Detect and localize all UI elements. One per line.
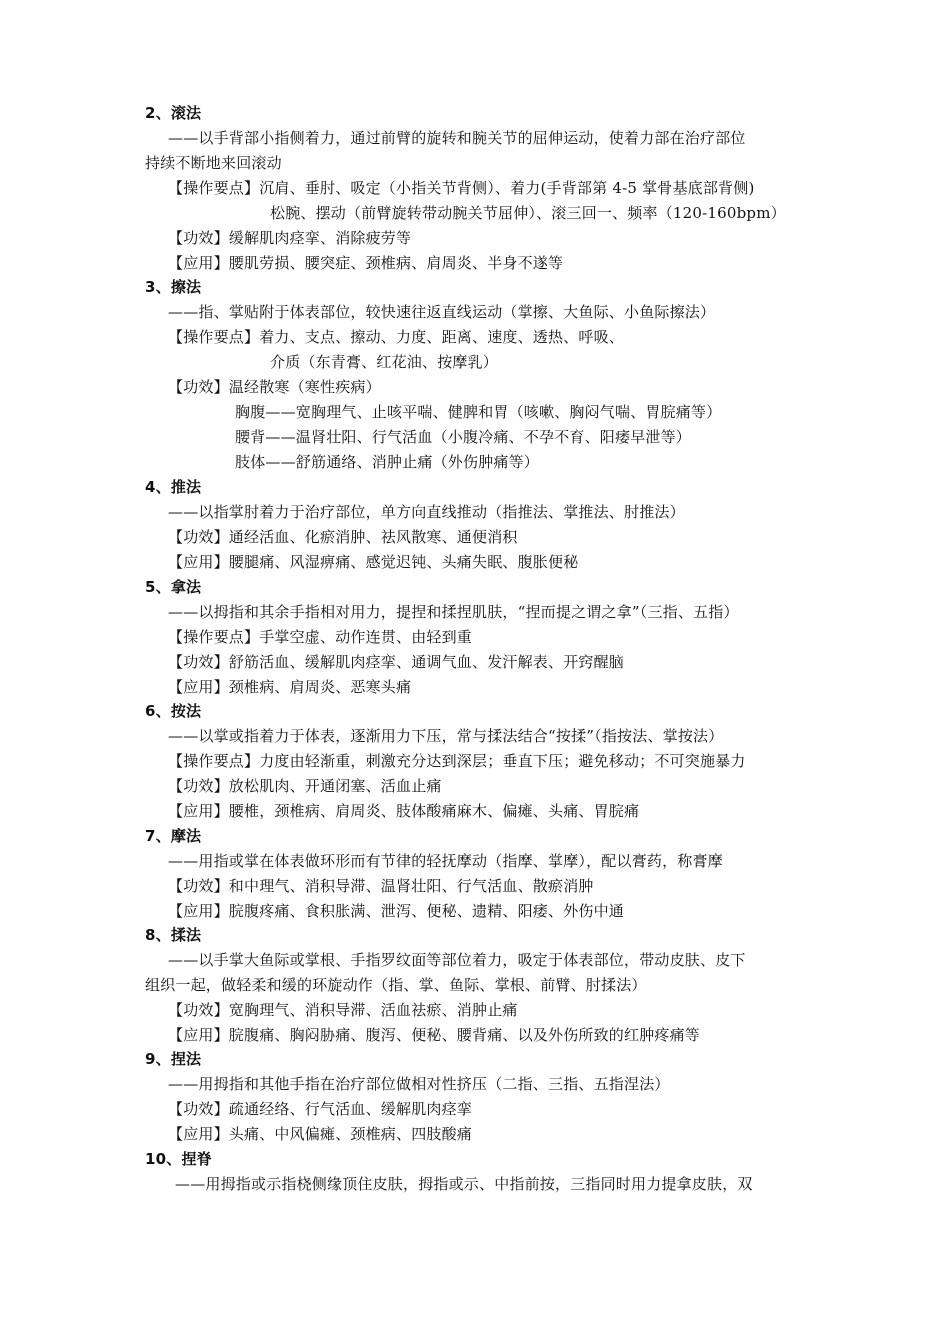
text-line: ——以手背部小指侧着力，通过前臂的旋转和腕关节的屈伸运动，使着力部在治疗部位 xyxy=(168,129,746,147)
section-heading: 3、擦法 xyxy=(145,278,202,296)
text-line: 【操作要点】力度由轻渐重，刺激充分达到深层；垂直下压；避免移动；不可突施暴力 xyxy=(168,752,746,770)
text-line: ——以指掌肘着力于治疗部位，单方向直线推动（指推法、掌推法、肘推法） xyxy=(168,503,685,521)
text-line: 【功效】疏通经络、行气活血、缓解肌肉痉挛 xyxy=(168,1100,473,1118)
text-line: 【功效】缓解肌肉痉挛、消除疲劳等 xyxy=(168,229,412,247)
text-line: 【功效】宽胸理气、消积导滞、活血祛瘀、消肿止痛 xyxy=(168,1001,518,1019)
section-heading: 4、推法 xyxy=(145,478,202,496)
text-line: 肢体——舒筋通络、消肿止痛（外伤肿痛等） xyxy=(235,453,540,471)
text-line: 【应用】腰椎，颈椎病、肩周炎、肢体酸痛麻木、偏瘫、头痛、胃脘痛 xyxy=(168,802,640,820)
text-line: ——以手掌大鱼际或掌根、手指罗纹面等部位着力，吸定于体表部位，带动皮肤、皮下 xyxy=(168,951,746,969)
text-line: 【功效】和中理气、消积导滞、温肾壮阳、行气活血、散瘀消肿 xyxy=(168,877,594,895)
section-heading: 10、捏脊 xyxy=(145,1150,212,1168)
text-line: 【功效】放松肌肉、开通闭塞、活血止痛 xyxy=(168,777,442,795)
text-line: 【操作要点】沉肩、垂肘、吸定（小指关节背侧）、着力(手背部第 4-5 掌骨基底部背侧) xyxy=(168,179,755,197)
text-line: 【应用】脘腹痛、胸闷胁痛、腹泻、便秘、腰背痛、以及外伤所致的红肿疼痛等 xyxy=(168,1026,701,1044)
section-heading: 9、捏法 xyxy=(145,1050,202,1068)
text-line: 【功效】舒筋活血、缓解肌肉痉挛、通调气血、发汗解表、开窍醒脑 xyxy=(168,653,625,671)
text-line: ——以拇指和其余手指相对用力，提捏和揉捏肌肤，“捏而提之谓之拿”（三指、五指） xyxy=(168,603,739,621)
text-line: 介质（东青膏、红花油、按摩乳） xyxy=(270,353,499,371)
section-heading: 7、摩法 xyxy=(145,827,202,845)
text-line: 【功效】温经散寒（寒性疾病） xyxy=(168,378,381,396)
text-line: 【功效】通经活血、化瘀消肿、祛风散寒、通便消积 xyxy=(168,528,518,546)
text-line: ——指、掌贴附于体表部位，较快速往返直线运动（掌擦、大鱼际、小鱼际擦法） xyxy=(168,303,716,321)
text-line: 腰背——温肾壮阳、行气活血（小腹冷痛、不孕不育、阳痿早泄等） xyxy=(235,428,692,446)
text-line: ——以掌或指着力于体表，逐渐用力下压，常与揉法结合“按揉”（指按法、掌按法） xyxy=(168,727,724,745)
section-heading: 2、滚法 xyxy=(145,104,202,122)
section-heading: 6、按法 xyxy=(145,702,202,720)
text-line: 胸腹——宽胸理气、止咳平喘、健脾和胃（咳嗽、胸闷气喘、胃脘痛等） xyxy=(235,403,722,421)
section-heading: 5、拿法 xyxy=(145,578,202,596)
text-line: 【应用】脘腹疼痛、食积胀满、泄泻、便秘、遗精、阳痿、外伤中通 xyxy=(168,902,625,920)
text-line: 松腕、摆动（前臂旋转带动腕关节屈伸）、滚三回一、频率（120-160bpm） xyxy=(270,204,786,222)
text-line: 【操作要点】手掌空虚、动作连贯、由轻到重 xyxy=(168,628,473,646)
text-line: 【应用】颈椎病、肩周炎、恶寒头痛 xyxy=(168,678,412,696)
text-line: 组织一起，做轻柔和缓的环旋动作（指、掌、鱼际、掌根、前臂、肘揉法） xyxy=(145,976,647,994)
section-heading: 8、揉法 xyxy=(145,926,202,944)
text-line: ——用拇指或示指桡侧缘顶住皮肤，拇指或示、中指前按，三指同时用力提拿皮肤，双 xyxy=(175,1175,753,1193)
text-line: ——用拇指和其他手指在治疗部位做相对性挤压（二指、三指、五指涅法） xyxy=(168,1075,670,1093)
text-line: 持续不断地来回滚动 xyxy=(145,154,282,172)
text-line: 【应用】腰肌劳损、腰突症、颈椎病、肩周炎、半身不遂等 xyxy=(168,254,564,272)
text-line: 【操作要点】着力、支点、擦动、力度、距离、速度、透热、呼吸、 xyxy=(168,328,625,346)
text-line: 【应用】头痛、中风偏瘫、颈椎病、四肢酸痛 xyxy=(168,1125,473,1143)
text-line: ——用指或掌在体表做环形而有节律的轻抚摩动（指摩、掌摩），配以膏药，称膏摩 xyxy=(168,852,723,870)
text-line: 【应用】腰腿痛、风湿痹痛、感觉迟钝、头痛失眠、腹胀便秘 xyxy=(168,553,579,571)
